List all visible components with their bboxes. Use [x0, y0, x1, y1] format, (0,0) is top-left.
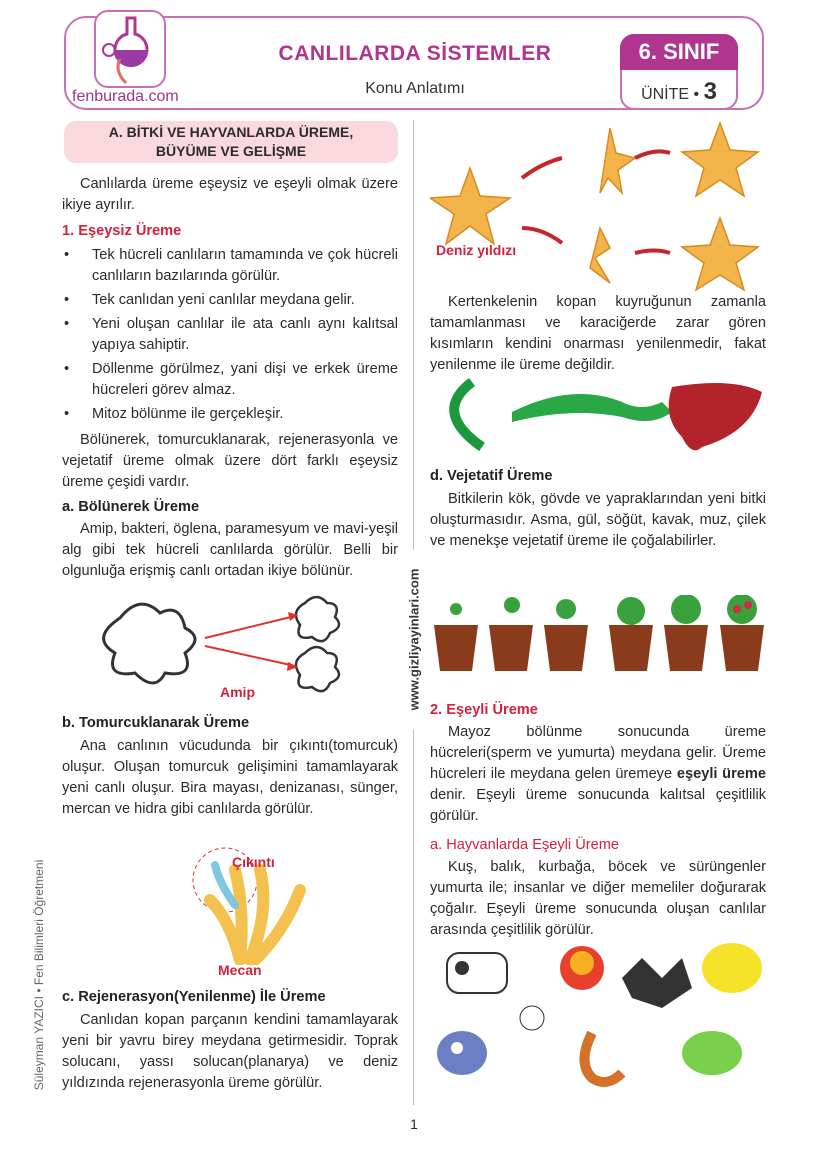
unit-label: ÜNİTE — [641, 86, 690, 103]
coral-label: Mecan — [218, 962, 262, 978]
page-title: CANLILARDA SİSTEMLER — [278, 42, 552, 65]
budding-text: Ana canlının vücudunda bir çıkıntı(tomurcuk) oluşur. Oluşan tomurcuk gelişimini tamamlayarak yeni canlı oluşur. Bira mayası, denizanası, sünger, mercan ve hidra gibi canlılarda görülür. — [62, 738, 398, 817]
animals-illustration — [432, 938, 767, 1088]
list-item: • Yeni oluşan canlılar ile ata canlı aynı kalıtsal yapıya sahiptir. — [62, 314, 398, 356]
section-title-line1: A. BİTKİ VE HAYVANLARDA ÜREME, — [108, 124, 354, 140]
lizard-and-liver-illustration — [432, 372, 767, 452]
animal-text: Kuş, balık, kurbağa, böcek ve sürüngenler yumurta ile; insanlar ve diğer memeliler doğurarak çoğalır. Eşeyli üreme sonucunda oluşan canlılar arasında çeşitlilik görülür. — [430, 859, 766, 938]
author-credit: Süleyman YAZICI • Fen Bilimleri Öğretmeni — [32, 859, 46, 1091]
division-heading: a. Bölünerek Üreme — [62, 499, 200, 515]
vegetative-text: Bitkilerin kök, gövde ve yapraklarından yeni bitki oluşturmasıdır. Asma, gül, söğüt, kavak, muz, çilek ve menekşe vejetatif üreme ile çoğalabilirler. — [430, 491, 766, 549]
page-number: 1 — [410, 1116, 418, 1132]
sexual-text-part1: Mayoz bölünme sonucunda üreme hücreleri(sperm ve yumurta) meydana gelir. Üreme hücreleri ile meydana gelen üremeye — [430, 724, 766, 782]
division-text: Amip, bakteri, öglena, paramesyum ve mavi-yeşil alg gibi tek hücreli canlılarda görülür. Belli bir olgunluğa erişmiş canlı ortadan ikiye bölünür. — [62, 521, 398, 579]
list-item: • Tek hücreli canlıların tamamında ve çok hücreli canlıların bazılarında görülür. — [62, 245, 398, 287]
asexual-bullet-list — [62, 245, 398, 425]
unit-number: 3 — [703, 78, 717, 105]
amoeba-division-illustration — [100, 588, 360, 698]
list-item: • Döllenme görülmez, yani dişi ve erkek üreme hücreleri görev almaz. — [62, 359, 398, 401]
sexual-reproduction-term: eşeyli üreme — [676, 766, 766, 782]
amoeba-label: Amip — [220, 684, 255, 700]
animal-heading: a. Hayvanlarda Eşeyli Üreme — [430, 837, 619, 853]
regeneration-text: Canlıdan kopan parçanın kendini tamamlayarak yeni bir yavru birey meydana getirmesidir. Toprak solucanı, yassı solucan(planarya) ve deniz yıldızında rejenerasyonla üreme görülür. — [62, 1012, 398, 1091]
starfish-label: Deniz yıldızı — [436, 242, 517, 258]
types-text: Bölünerek, tomurcuklanarak, rejenerasyonla ve vejetatif üreme olmak üzere dört farklı eşeysiz üreme çeşidi vardır. — [62, 432, 398, 490]
asexual-heading: 1. Eşeysiz Üreme — [62, 223, 182, 239]
potted-plants-icon — [432, 595, 767, 675]
vegetative-heading: d. Vejetatif Üreme — [430, 468, 553, 484]
budding-heading: b. Tomurcuklanarak Üreme — [62, 715, 250, 731]
list-item: • Tek canlıdan yeni canlılar meydana gelir. — [62, 290, 398, 311]
sexual-text — [430, 722, 766, 827]
grade-badge: 6. SINIF — [620, 34, 738, 70]
bud-label: Çıkıntı — [232, 854, 275, 870]
lizard-text: Kertenkelenin kopan kuyruğunun zamanla tamamlanması ve karaciğerde zarar gören kısımların kendini onarması yenilenmedir, fakat yenilenme ile üreme değildir. — [430, 294, 766, 373]
watermark: www.gizliyayinlari.com — [405, 550, 424, 730]
sexual-text-part2: denir. Eşeyli üreme sonucunda kalıtsal çeşitlilik görülür. — [430, 787, 766, 824]
unit-indicator: ÜNİTE • 3 — [641, 78, 717, 105]
sexual-heading: 2. Eşeyli Üreme — [430, 702, 538, 718]
regeneration-heading: c. Rejenerasyon(Yenilenme) İle Üreme — [62, 989, 326, 1005]
intro-text: Canlılarda üreme eşeysiz ve eşeyli olmak üzere ikiye ayrılır. — [62, 176, 398, 213]
starfish-regeneration-illustration — [430, 118, 765, 293]
section-title-line2: BÜYÜME VE GELİŞME — [155, 143, 307, 159]
plant-growth-illustration — [432, 595, 767, 675]
section-title-box — [64, 121, 398, 163]
list-item: • Mitoz bölünme ile gerçekleşir. — [62, 404, 398, 425]
flask-logo-icon — [100, 14, 160, 86]
logo-text: fenburada.com — [72, 88, 179, 105]
page-subtitle: Konu Anlatımı — [365, 80, 465, 97]
